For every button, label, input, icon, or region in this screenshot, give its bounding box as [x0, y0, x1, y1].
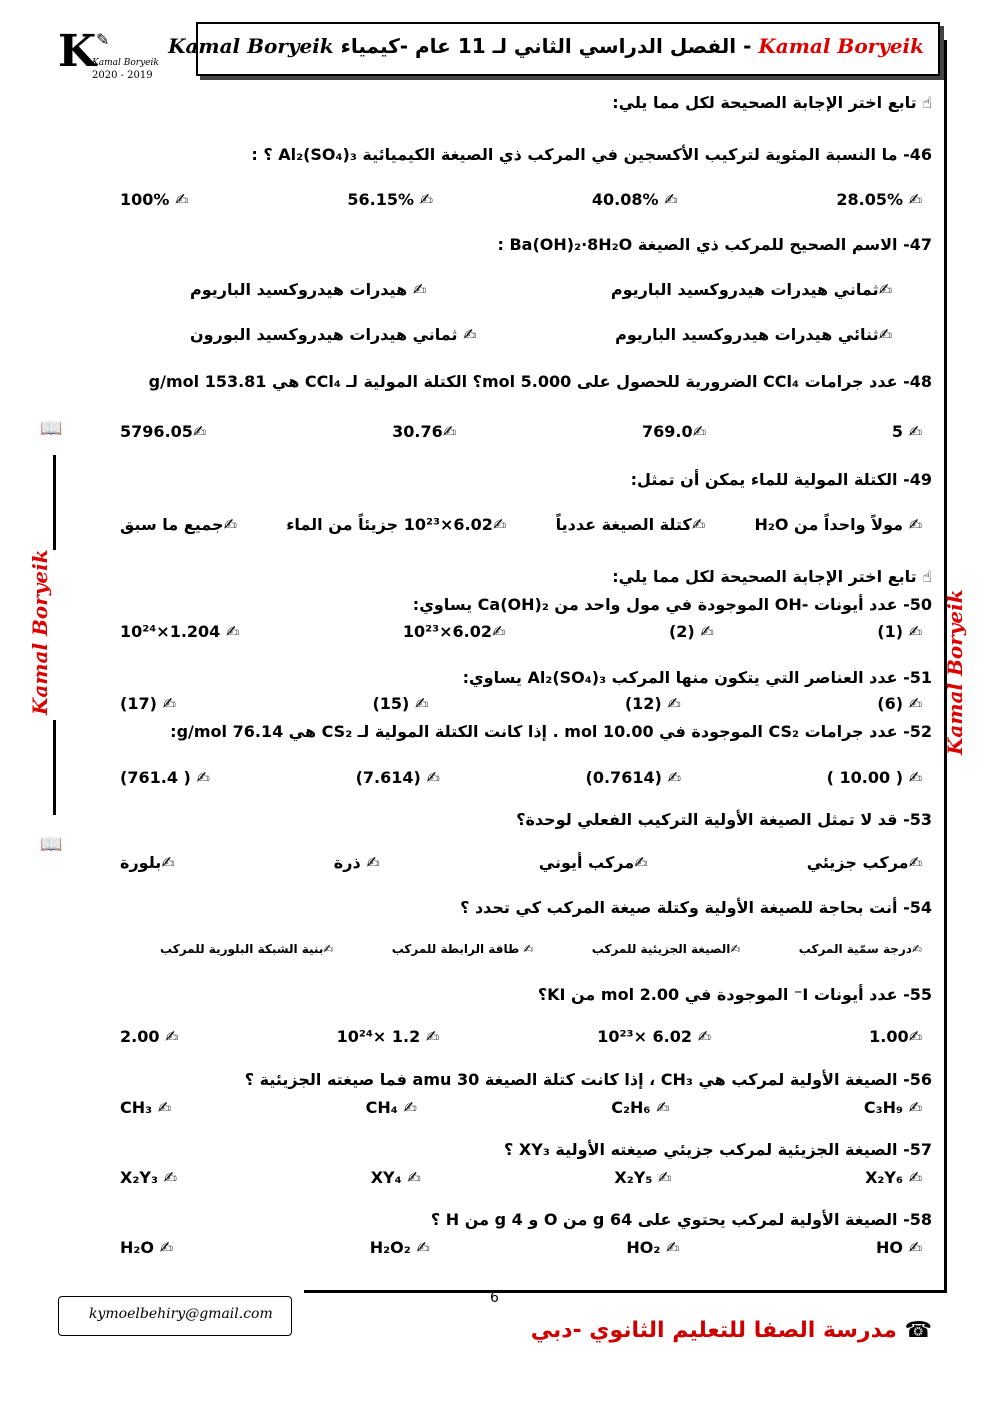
options-row [120, 1168, 922, 1187]
answer-option[interactable]: ✍ H₂O [120, 1238, 174, 1257]
answer-option[interactable]: ✍ 6.02 ×10²³ [597, 1027, 712, 1046]
question-text: 57- الصيغة الجزيئية لمركب جزيئي صيغته الأولية XY₃ ؟ [504, 1140, 932, 1159]
answer-option[interactable]: ✍ 1.2 ×10²⁴ [336, 1027, 440, 1046]
answer-option[interactable]: ✍بنية الشبكة البلورية للمركب [160, 942, 334, 956]
question-text: ☝ تابع اختر الإجابة الصحيحة لكل مما يلي: [612, 93, 932, 112]
question-text: 51- عدد العناصر التي يتكون منها المركب Al₂(SO₄)₃ يساوي: [462, 668, 932, 687]
answer-option[interactable]: ✍ 1.204×10²⁴ [120, 622, 240, 641]
logo [52, 24, 170, 82]
logo-years: 2020 - 2019 [92, 70, 153, 81]
page-number: 6 [490, 1290, 499, 1306]
logo-name: Kamal Boryeik [92, 58, 159, 68]
frame-bottom-line [304, 1290, 947, 1293]
answer-option[interactable]: ✍ (15) [372, 694, 429, 713]
options-row [120, 422, 922, 441]
answer-option[interactable]: ✍ ( 10.00 ) [826, 768, 922, 787]
side-right-text: Kamal Boryeik [943, 589, 967, 755]
answer-option[interactable]: ✍ (7.614) [355, 768, 440, 787]
answer-option[interactable]: ✍مركب أيوني [538, 853, 648, 872]
options-row [120, 1238, 922, 1257]
answer-option[interactable]: ✍ ( 761.4) [120, 768, 210, 787]
answer-option[interactable]: ✍ (1) [877, 622, 922, 641]
answer-option[interactable]: ✍ طاقة الرابطة للمركب [391, 942, 534, 956]
answer-option[interactable]: ✍الصيغة الجزيئية للمركب [591, 942, 741, 956]
header-en-name: Kamal Boryeik [168, 34, 334, 58]
answer-option[interactable]: ✍ثنائي هيدرات هيدروكسيد الباريوم [615, 325, 892, 344]
question-text: 46- ما النسبة المئوية لتركيب الأكسجين في المركب ذي الصيغة الكيميائية Al₂(SO₄)₃ ؟ : [251, 145, 932, 164]
school-text: مدرسة الصفا للتعليم الثانوي -دبي [530, 1318, 897, 1343]
options-row [120, 1027, 922, 1046]
question-text: 49- الكتلة المولية للماء يمكن أن تمثل: [630, 470, 932, 489]
answer-option[interactable]: ✍ CH₃ [120, 1098, 172, 1117]
question-text: 48- عدد جرامات CCl₄ الضرورية للحصول على 5.000 mol؟ الكتلة المولية لـ CCl₄ هي 153.81 g/mol [148, 372, 932, 391]
answer-option[interactable]: ✍ HO₂ [626, 1238, 680, 1257]
answer-option[interactable]: ✍ هيدرات هيدروكسيد الباريوم [190, 280, 427, 299]
answer-option[interactable]: ✍كتلة الصيغة عددياً [555, 515, 706, 534]
answer-option[interactable]: ✍ X₂Y₅ [614, 1168, 672, 1187]
answer-option[interactable]: ✍30.76 [392, 422, 457, 441]
answer-option[interactable]: ✍ (6) [877, 694, 922, 713]
answer-option[interactable]: ✍ X₂Y₆ [865, 1168, 922, 1187]
question-text: 56- الصيغة الأولية لمركب هي CH₃ ، إذا كانت كتلة الصيغة 30 amu فما صيغته الجزيئية ؟ [244, 1070, 932, 1089]
answer-option[interactable]: ✍6.02×10²³ جزيئاً من الماء [286, 515, 507, 534]
answer-option[interactable]: ✍مركب جزيئي [806, 853, 922, 872]
question-text: 47- الاسم الصحيح للمركب ذي الصيغة Ba(OH)₂·8H₂O : [497, 235, 932, 254]
options-row [120, 190, 922, 209]
question-text: ☝ تابع اختر الإجابة الصحيحة لكل مما يلي: [612, 567, 932, 586]
answer-option[interactable]: ✍1.00 [869, 1027, 922, 1046]
answer-option[interactable]: ✍ C₃H₉ [863, 1098, 922, 1117]
book-icon: 📖 [40, 418, 63, 439]
answer-option[interactable]: ✍ 56.15% [347, 190, 433, 209]
answer-option[interactable]: ✍ (17) [120, 694, 176, 713]
answer-option[interactable]: ✍ X₂Y₃ [120, 1168, 177, 1187]
answer-option[interactable]: ✍ 28.05% [836, 190, 922, 209]
answer-option[interactable]: ✍ XY₄ [370, 1168, 421, 1187]
options-row [190, 280, 892, 299]
options-row [120, 1098, 922, 1117]
left-divider-2 [53, 720, 56, 815]
options-row [120, 768, 922, 787]
school-name [531, 1318, 932, 1343]
answer-option[interactable]: ✍جميع ما سبق [120, 515, 237, 534]
logo-letter: K [58, 26, 97, 77]
question-text: 53- قد لا تمثل الصيغة الأولية التركيب الفعلي لوحدة؟ [516, 810, 932, 829]
options-row [190, 325, 892, 344]
answer-option[interactable]: ✍ (12) [624, 694, 681, 713]
options-row [120, 515, 922, 534]
header-course: - الفصل الدراسي الثاني لـ 11 عام -كيمياء [340, 34, 752, 58]
header-title [168, 34, 924, 58]
header-box [168, 22, 940, 76]
answer-option[interactable]: ✍درجة سمّية المركب [798, 942, 922, 956]
book-icon: 📖 [40, 834, 63, 855]
answer-option[interactable]: ✍ (2) [668, 622, 714, 641]
header-red-name: Kamal Boryeik [758, 34, 924, 58]
answer-option[interactable]: ✍ HO [876, 1238, 922, 1257]
phone-icon: ☎ [904, 1318, 932, 1343]
options-row [120, 622, 922, 641]
answer-option[interactable]: ✍ 100% [120, 190, 189, 209]
answer-option[interactable]: ✍بلورة [120, 853, 175, 872]
question-text: 54- أنت بحاجة للصيغة الأولية وكتلة صيغة المركب كي تحدد ؟ [460, 898, 932, 917]
answer-option[interactable]: ✍ 40.08% [591, 190, 678, 209]
answer-option[interactable]: ✍ H₂O₂ [369, 1238, 430, 1257]
options-row [160, 942, 922, 956]
answer-option[interactable]: ✍ (0.7614) [585, 768, 681, 787]
answer-option[interactable]: ✍ثماني هيدرات هيدروكسيد الباريوم [610, 280, 892, 299]
answer-option[interactable]: ✍ 2.00 [120, 1027, 179, 1046]
options-row [120, 853, 922, 872]
side-left-text: Kamal Boryeik [28, 549, 52, 715]
logo-signature-icon: ✎ [96, 30, 110, 49]
left-divider-1 [53, 455, 56, 550]
question-text: 55- عدد أيونات I⁻ الموجودة في 2.00 mol من KI؟ [537, 985, 932, 1004]
answer-option[interactable]: ✍ 5 [891, 422, 922, 441]
email-scroll [58, 1296, 292, 1336]
answer-option[interactable]: ✍5796.05 [120, 422, 207, 441]
answer-option[interactable]: ✍ CH₄ [365, 1098, 417, 1117]
answer-option[interactable]: ✍769.0 [642, 422, 707, 441]
answer-option[interactable]: ✍6.02×10²³ [402, 622, 506, 641]
question-text: 52- عدد جرامات CS₂ الموجودة في 10.00 mol . إذا كانت الكتلة المولية لـ CS₂ هي 76.14 g/mol: [170, 722, 932, 741]
side-right-watermark [935, 585, 983, 755]
answer-option[interactable]: ✍ C₂H₆ [611, 1098, 670, 1117]
answer-option[interactable]: ✍ مولاً واحداً من H₂O [754, 515, 922, 534]
options-row [120, 694, 922, 713]
question-text: 58- الصيغة الأولية لمركب يحتوي على 64 g من O و 4 g من H ؟ [430, 1210, 932, 1229]
answer-option[interactable]: ✍ ثماني هيدرات هيدروكسيد البورون [190, 325, 477, 344]
side-left-watermark [20, 549, 70, 715]
email-text: kymoelbehiry@gmail.com [89, 1306, 273, 1322]
answer-option[interactable]: ✍ ذرة [333, 853, 380, 872]
question-text: 50- عدد أيونات -OH الموجودة في مول واحد من Ca(OH)₂ يساوي: [412, 595, 932, 614]
